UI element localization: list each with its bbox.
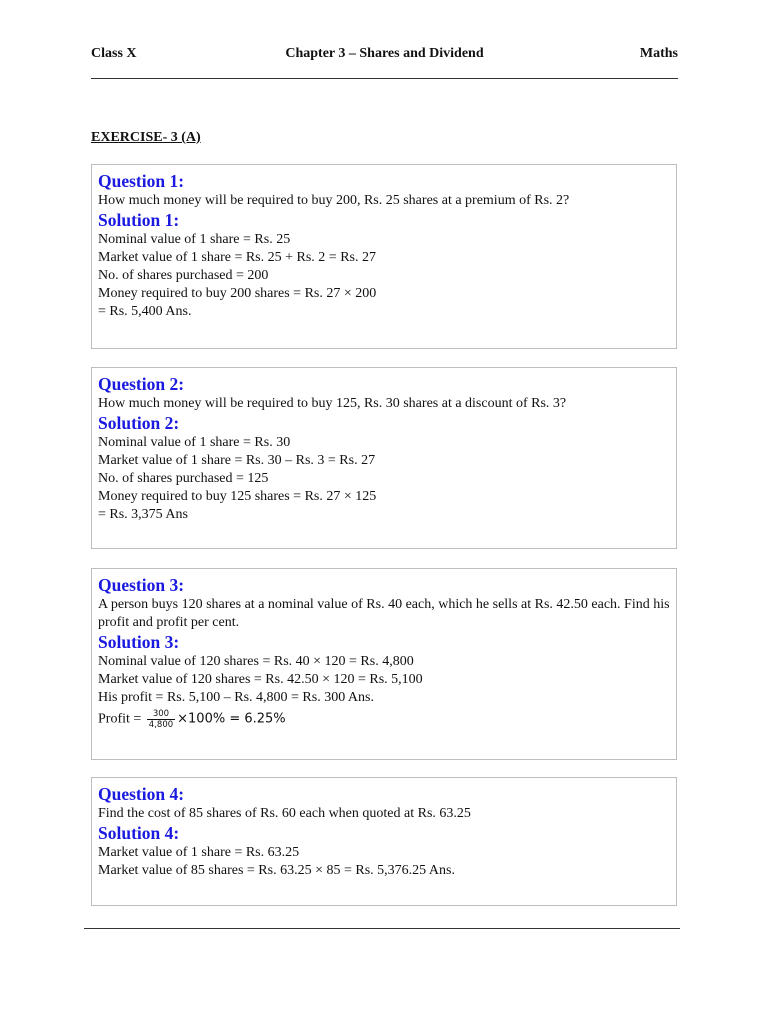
question-text: How much money will be required to buy 200, Rs. 25 shares at a premium of Rs. 2? [98,193,570,208]
profit-result: ×100% = 6.25% [177,711,286,727]
profit-formula [98,709,670,730]
solution-line: Nominal value of 1 share = Rs. 25 [98,232,291,247]
question-box-1 [91,164,677,349]
solution-line: Market value of 1 share = Rs. 63.25 [98,845,300,860]
fraction-denominator: 4,800 [148,720,174,730]
solution-line: No. of shares purchased = 200 [98,268,269,283]
solution-heading: Solution 3: [98,632,180,652]
solution-heading: Solution 2: [98,413,180,433]
solution-line: = Rs. 5,400 Ans. [98,304,192,319]
header-chapter: Chapter 3 – Shares and Dividend [285,46,484,61]
solution-heading: Solution 1: [98,210,180,230]
question-text: A person buys 120 shares at a nominal value of Rs. 40 each, which he sells at Rs. 42.50 each. Find his profit and profit per cent. [98,597,670,630]
solution-line: His profit = Rs. 5,100 – Rs. 4,800 = Rs. 300 Ans. [98,690,374,705]
exercise-title: EXERCISE- 3 (A) [91,130,201,145]
header-subject: Maths [639,46,678,61]
solution-line: Market value of 1 share = Rs. 30 – Rs. 3 = Rs. 27 [98,453,376,468]
question-heading: Question 3: [98,575,185,595]
question-text: Find the cost of 85 shares of Rs. 60 each when quoted at Rs. 63.25 [98,806,471,821]
question-heading: Question 1: [98,171,185,191]
profit-label: Profit = [98,711,145,727]
header-divider [91,78,678,79]
solution-line: = Rs. 3,375 Ans [98,507,188,522]
question-box-4 [91,777,677,906]
solution-line: Market value of 85 shares = Rs. 63.25 × 85 = Rs. 5,376.25 Ans. [98,863,455,878]
question-heading: Question 4: [98,784,185,804]
solution-line: Market value of 1 share = Rs. 25 + Rs. 2 = Rs. 27 [98,250,376,265]
solution-line: Money required to buy 200 shares = Rs. 27 × 200 [98,286,377,301]
page-header [91,46,678,66]
solution-line: Money required to buy 125 shares = Rs. 27 × 125 [98,489,377,504]
question-box-2 [91,367,677,549]
footer-divider [84,928,680,929]
question-heading: Question 2: [98,374,185,394]
solution-line: Market value of 120 shares = Rs. 42.50 × 120 = Rs. 5,100 [98,672,423,687]
solution-line: Nominal value of 1 share = Rs. 30 [98,435,291,450]
fraction-numerator: 300 [147,709,175,720]
profit-fraction [147,709,175,730]
solution-line: No. of shares purchased = 125 [98,471,269,486]
header-class: Class X [91,46,137,61]
solution-line: Nominal value of 120 shares = Rs. 40 × 120 = Rs. 4,800 [98,654,414,669]
question-text: How much money will be required to buy 125, Rs. 30 shares at a discount of Rs. 3? [98,396,567,411]
question-box-3 [91,568,677,760]
solution-heading: Solution 4: [98,823,180,843]
